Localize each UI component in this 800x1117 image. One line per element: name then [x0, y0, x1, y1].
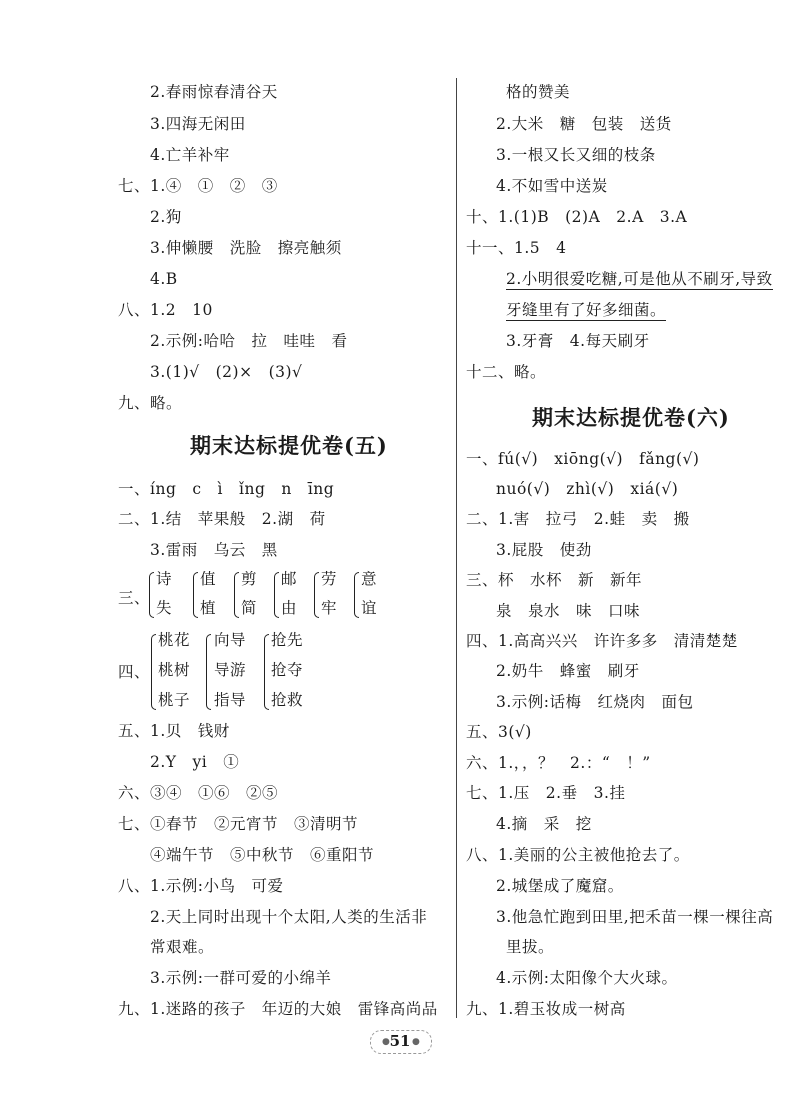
section-four: 四、1.高高兴兴 许许多多 清清楚楚 — [466, 632, 738, 650]
section-one: 一、fú(√) xiōng(√) fǎng(√) — [466, 450, 700, 468]
answer-line: 3.一根又长又细的枝条 — [496, 146, 656, 164]
exam-title-five: 期末达标提优卷(五) — [190, 433, 388, 458]
char: 由 — [281, 599, 298, 617]
section-nine: 九、1.迷路的孩子 年迈的大娘 雷锋高尚品 — [118, 1000, 438, 1018]
char: 意 — [361, 570, 378, 588]
section-nine: 九、1.碧玉妆成一树高 — [466, 1000, 626, 1018]
section-five: 五、3(√) — [466, 723, 532, 741]
section-twelve: 十二、略。 — [466, 363, 547, 381]
section-four-label: 四、 — [118, 663, 151, 681]
section-eight: 八、1.示例:小鸟 可爱 — [118, 877, 284, 895]
exam-title-six: 期末达标提优卷(六) — [532, 405, 730, 430]
brace — [354, 572, 359, 618]
answer-line: 3.伸懒腰 洗脸 擦亮触须 — [150, 239, 342, 257]
answer-line: 泉 泉水 味 口味 — [496, 602, 641, 620]
section-nine: 九、略。 — [118, 394, 183, 412]
word: 桃花 — [158, 631, 191, 649]
brace — [264, 634, 269, 710]
answer-line-underlined — [506, 300, 666, 320]
section-three: 三、杯 水杯 新 新年 — [466, 571, 643, 589]
char: 植 — [200, 599, 217, 617]
answer-line: ④端午节 ⑤中秋节 ⑥重阳节 — [150, 846, 375, 864]
section-six: 六、1.，，？ 2.：“ ！” — [466, 754, 651, 772]
section-two: 二、1.害 拉弓 2.蛙 卖 搬 — [466, 510, 690, 528]
ornament-dot-icon: ● — [412, 1037, 420, 1047]
brace — [206, 634, 211, 710]
answer-line: 4.示例:太阳像个大火球。 — [496, 969, 678, 987]
section-seven: 七、1.④ ① ② ③ — [118, 177, 278, 195]
char: 谊 — [361, 599, 378, 617]
answer-line: 2.示例:哈哈 拉 哇哇 看 — [150, 332, 348, 350]
answer-line: 3.(1)√ (2)× (3)√ — [150, 363, 303, 381]
column-divider — [456, 78, 457, 1018]
answer-line: 里拔。 — [506, 938, 555, 956]
brace — [274, 572, 279, 618]
answer-line: 3.示例:一群可爱的小绵羊 — [150, 969, 332, 987]
section-five: 五、1.贝 钱财 — [118, 722, 230, 740]
answer-line: 3.他急忙跑到田里,把禾苗一棵一棵往高 — [496, 908, 774, 926]
section-eight: 八、1.美丽的公主被他抢去了。 — [466, 846, 690, 864]
answer-line: 2.大米 糖 包装 送货 — [496, 115, 672, 133]
section-seven: 七、①春节 ②元宵节 ③清明节 — [118, 815, 359, 833]
section-one: 一、íng c ì ǐng n īng — [118, 480, 335, 498]
brace — [149, 572, 154, 618]
answer-line: 4.B — [150, 270, 178, 288]
answer-line: 3.牙膏 4.每天刷牙 — [506, 332, 650, 350]
brace — [151, 634, 156, 710]
ornament-dot-icon: ● — [382, 1037, 390, 1047]
underlined-text: 牙缝里有了好多细菌。 — [506, 301, 667, 319]
answer-line: 格的赞美 — [506, 83, 571, 101]
char: 失 — [156, 599, 173, 617]
answer-line: 3.示例:话梅 红烧肉 面包 — [496, 693, 694, 711]
underlined-text: 2.小明很爱吃糖,可是他从不刷牙,导致 — [506, 270, 773, 288]
answer-line: 2.春雨惊春清谷天 — [150, 83, 278, 101]
answer-line: 4.亡羊补牢 — [150, 146, 230, 164]
word: 抢救 — [271, 691, 304, 709]
word: 抢先 — [271, 631, 304, 649]
answer-line: 3.屁股 使劲 — [496, 541, 592, 559]
brace — [314, 572, 319, 618]
word: 桃树 — [158, 661, 191, 679]
char: 劳 — [321, 570, 338, 588]
answer-line-underlined — [506, 269, 773, 289]
char: 牢 — [321, 599, 338, 617]
page-number-badge — [360, 1028, 440, 1054]
answer-line: 4.摘 采 挖 — [496, 815, 592, 833]
section-three-label: 三、 — [118, 589, 151, 607]
section-eleven: 十一、1.5 4 — [466, 239, 567, 257]
section-ten: 十、1.(1)B (2)A 2.A 3.A — [466, 208, 688, 226]
char: 值 — [200, 570, 217, 588]
word: 指导 — [214, 691, 247, 709]
section-two: 二、1.结 苹果般 2.湖 荷 — [118, 510, 326, 528]
page-number: 51 — [389, 1032, 411, 1050]
answer-line: 3.雷雨 乌云 黑 — [150, 541, 278, 559]
answer-line: 4.不如雪中送炭 — [496, 177, 608, 195]
char: 剪 — [241, 570, 258, 588]
char: 诗 — [156, 570, 173, 588]
word: 向导 — [214, 631, 247, 649]
char: 邮 — [281, 570, 298, 588]
answer-line: 2.狗 — [150, 208, 182, 226]
answer-line: 2.Y yi ① — [150, 753, 240, 771]
word: 导游 — [214, 661, 247, 679]
word: 抢夺 — [271, 661, 304, 679]
brace — [193, 572, 198, 618]
section-six: 六、③④ ①⑥ ②⑤ — [118, 784, 279, 802]
answer-line: nuó(√) zhì(√) xiá(√) — [496, 480, 679, 498]
answer-line: 2.天上同时出现十个太阳,人类的生活非 — [150, 908, 428, 926]
section-seven: 七、1.压 2.垂 3.挂 — [466, 784, 626, 802]
brace — [234, 572, 239, 618]
answer-line: 常艰难。 — [150, 938, 215, 956]
answer-line: 2.奶牛 蜂蜜 刷牙 — [496, 662, 640, 680]
answer-line: 3.四海无闲田 — [150, 115, 246, 133]
word: 桃子 — [158, 691, 191, 709]
answer-line: 2.城堡成了魔窟。 — [496, 877, 624, 895]
char: 简 — [241, 599, 258, 617]
section-eight: 八、1.2 10 — [118, 301, 213, 319]
